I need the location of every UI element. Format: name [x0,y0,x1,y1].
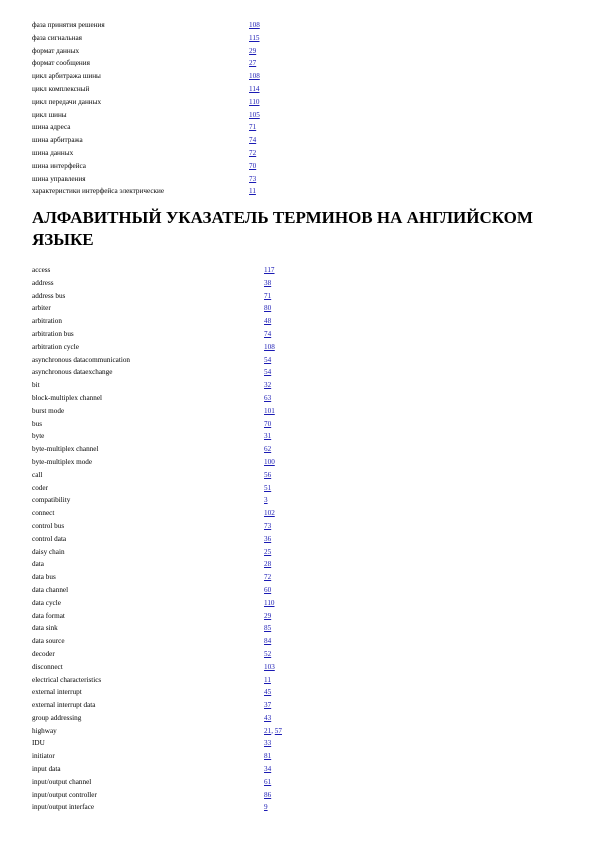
index-term: coder [32,483,48,492]
page-references [249,147,256,160]
page-references [264,533,271,546]
index-term: arbitration bus [32,329,74,338]
page-references [264,354,271,367]
page-references [264,546,271,559]
page-references [249,185,256,198]
page-link[interactable]: 52 [264,649,272,658]
index-term: burst mode [32,406,65,415]
page-references [249,96,260,109]
index-term: цикл шины [32,110,67,119]
index-term: arbitration [32,317,62,326]
page-separator: , [271,726,275,735]
page-link[interactable]: 51 [264,483,272,492]
page-link[interactable]: 117 [264,266,275,274]
page-references [264,699,271,712]
page-link[interactable]: 54 [264,368,272,377]
page-link[interactable]: 61 [264,777,272,786]
english-index-heading: АЛФАВИТНЫЙ УКАЗАТЕЛЬ ТЕРМИНОВ НА АНГЛИЙСКОМ ЯЗЫКЕ [32,208,533,249]
index-term: input/output controller [32,790,97,799]
page-references [264,392,271,405]
page-references [264,264,275,277]
page-link[interactable]: 108 [264,342,275,351]
page-references [264,635,271,648]
page-references [264,469,271,482]
page-link[interactable]: 9 [264,803,268,812]
page-references [264,482,271,495]
index-term: bus [32,419,42,428]
index-term: external interrupt data [32,701,96,710]
page-link[interactable]: 63 [264,393,272,402]
page-references [264,674,271,687]
page-references [264,315,271,328]
index-term: input/output channel [32,777,92,786]
index-term: daisy chain [32,547,65,556]
page-link[interactable]: 70 [249,161,257,170]
page-link[interactable]: 45 [264,688,272,697]
page-references [249,45,256,58]
index-term: фаза принятия решения [32,21,105,29]
page-link[interactable]: 110 [264,598,275,607]
page-references [249,134,256,147]
index-term: цикл комплексный [32,84,90,93]
page-link[interactable]: 101 [264,406,275,415]
page-link[interactable]: 71 [249,123,257,132]
page-references [264,443,271,456]
page-link[interactable]: 31 [264,432,272,441]
page-link[interactable]: 3 [264,496,268,505]
index-term: address bus [32,291,66,300]
page-link[interactable]: 110 [249,97,260,106]
index-term: шина интерфейса [32,161,86,170]
page-link[interactable]: 115 [249,33,260,42]
page-references [249,57,256,70]
index-term: call [32,470,43,479]
page-references [264,520,271,533]
page-references [264,737,271,750]
index-term: data sink [32,624,58,633]
page-link[interactable]: 36 [264,534,272,543]
page-references [264,341,275,354]
page-references [264,597,275,610]
page-link[interactable]: 72 [249,148,257,157]
page-references [264,801,268,814]
page-link[interactable]: 29 [264,611,272,620]
page-link[interactable]: 28 [264,560,272,569]
page-link[interactable]: 21 [264,726,272,735]
page-link[interactable]: 54 [264,355,272,364]
page-references [264,571,271,584]
page-references [264,622,271,635]
index-term: compatibility [32,496,71,505]
index-term: connect [32,509,55,518]
page-references [249,173,256,186]
index-term: data source [32,637,65,646]
index-term: group addressing [32,713,82,722]
page-references [264,456,275,469]
page-references [249,160,256,173]
page-references [249,83,260,96]
page-link[interactable]: 108 [249,21,260,29]
page-link[interactable]: 25 [264,547,272,556]
page-link[interactable]: 62 [264,445,272,454]
page-link[interactable]: 102 [264,509,275,518]
index-term: data cycle [32,598,61,607]
page-references [264,418,271,431]
page-link[interactable]: 37 [264,701,272,710]
page-references [264,712,271,725]
page-link[interactable]: 74 [264,329,272,338]
page-link[interactable]: 60 [264,585,272,594]
index-term: data channel [32,585,69,594]
index-term: external interrupt [32,688,82,697]
page-references [264,277,271,290]
index-term: шина управления [32,174,86,183]
page-references [249,19,260,32]
page-link[interactable]: 43 [264,713,272,722]
index-term: data [32,560,44,569]
index-term: byte [32,432,45,441]
page-link[interactable]: 57 [274,726,282,735]
index-term: block-multiplex channel [32,393,103,402]
page-link[interactable]: 105 [249,110,260,119]
page-link[interactable]: 11 [249,187,256,196]
page-link[interactable]: 103 [264,662,275,671]
page-link[interactable]: 86 [264,790,272,799]
page-references [264,686,271,699]
index-term: byte-multiplex mode [32,457,93,466]
index-term: data format [32,611,65,620]
index-term: asynchronous dataexchange [32,368,113,377]
index-term: decoder [32,649,55,658]
page-references [264,776,271,789]
page-references [264,610,271,623]
page-references [264,763,271,776]
index-term: input data [32,765,61,774]
index-term: disconnect [32,662,63,671]
page-link[interactable]: 34 [264,765,272,774]
page-references [264,379,271,392]
page-link[interactable]: 84 [264,637,272,646]
page-references [264,584,271,597]
page-references [264,366,271,379]
page-references [264,725,282,738]
page-link[interactable]: 81 [264,752,272,761]
page-references [264,750,271,763]
page-link[interactable]: 114 [249,84,260,93]
page-link[interactable]: 48 [264,317,272,326]
page-link[interactable]: 100 [264,457,275,466]
page-link[interactable]: 11 [264,675,271,684]
page-link[interactable]: 56 [264,470,272,479]
page-references [264,558,271,571]
index-term: шина данных [32,148,74,157]
index-term: bit [32,381,40,390]
index-term: access [32,266,51,274]
page-link[interactable]: 108 [249,72,260,81]
index-term: control bus [32,521,65,530]
index-term: формат сообщения [32,59,90,68]
page-link[interactable]: 72 [264,573,272,582]
index-term: data bus [32,573,56,582]
page-link[interactable]: 73 [249,174,257,183]
page-references [249,109,260,122]
index-term: цикл передачи данных [32,97,102,106]
page-link[interactable]: 74 [249,136,257,145]
page-references [264,302,271,315]
page-link[interactable]: 70 [264,419,272,428]
index-term: initiator [32,752,55,761]
page-link[interactable]: 38 [264,278,272,287]
index-term: arbitration cycle [32,342,79,351]
page-link[interactable]: 27 [249,59,257,68]
page-references [264,405,275,418]
page-references [264,661,275,674]
page-link[interactable]: 71 [264,291,272,300]
index-term: формат данных [32,46,80,55]
page-link[interactable]: 29 [249,46,257,55]
index-term: control data [32,534,67,543]
page-references [264,290,271,303]
index-term: IDU [32,739,45,748]
page-link[interactable]: 32 [264,381,272,390]
index-term: byte-multiplex channel [32,445,99,454]
page-link[interactable]: 33 [264,739,272,748]
index-term: цикл арбитража шины [32,72,101,81]
page-link[interactable]: 73 [264,521,272,530]
index-term: address [32,278,54,287]
page-references [264,648,271,661]
page-references [249,32,260,45]
page-references [264,430,271,443]
index-term: highway [32,726,57,735]
index-term: input/output interface [32,803,95,812]
page-references [264,789,271,802]
page-link[interactable]: 80 [264,304,272,313]
index-term: asynchronous datacommunication [32,355,131,364]
index-term: шина адреса [32,123,71,132]
index-term: фаза сигнальная [32,33,82,42]
page-link[interactable]: 85 [264,624,272,633]
index-term: electrical characteristics [32,675,102,684]
page-references [264,328,271,341]
index-term: шина арбитража [32,136,83,145]
page-references [249,121,256,134]
page-references [264,494,268,507]
index-term: arbiter [32,304,51,313]
index-term: характеристики интерфейса электрические [32,187,165,196]
page-references [249,70,260,83]
page-references [264,507,275,520]
